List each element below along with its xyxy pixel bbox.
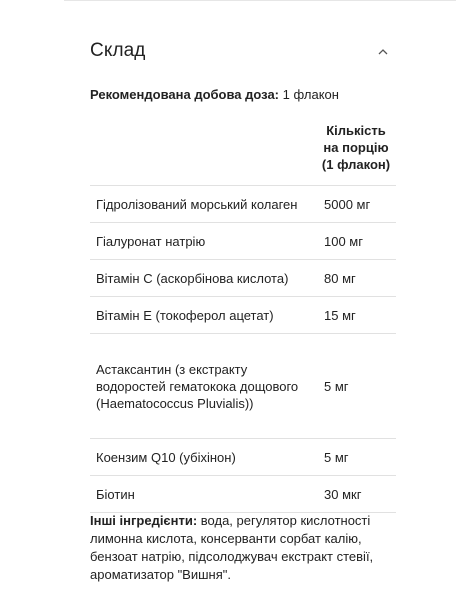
ingredient-name: Гідролізований морський колаген [90, 186, 316, 223]
ingredient-name: Вітамін E (токоферол ацетат) [90, 297, 316, 334]
ingredient-name: Астаксантин (з екстракту водоростей гематокока дощового (Haematococcus Pluvialis)) [90, 334, 316, 439]
table-row [90, 297, 396, 334]
recommended-dose [90, 86, 339, 104]
table-header-quantity [316, 116, 396, 186]
ingredient-name: Біотин [90, 476, 316, 513]
dose-label: Рекомендована добова доза: [90, 87, 280, 102]
table-row [90, 260, 396, 297]
section-header[interactable] [90, 34, 390, 68]
table-row [90, 334, 396, 439]
ingredient-quantity: 80 мг [316, 260, 396, 297]
ingredient-quantity: 100 мг [316, 223, 396, 260]
ingredient-name: Вітамін C (аскорбінова кислота) [90, 260, 316, 297]
ingredient-quantity: 5000 мг [316, 186, 396, 223]
ingredients-table [90, 116, 396, 513]
table-row [90, 223, 396, 260]
table-row [90, 439, 396, 476]
ingredient-quantity: 5 мг [316, 334, 396, 439]
table-row [90, 186, 396, 223]
quantity-header-line: Кількість [326, 123, 386, 138]
table-header-name [90, 116, 316, 186]
table-header-row [90, 116, 396, 186]
ingredient-name: Коензим Q10 (убіхінон) [90, 439, 316, 476]
dose-value: 1 флакон [282, 87, 339, 102]
ingredient-quantity: 30 мкг [316, 476, 396, 513]
section-title: Склад [90, 40, 146, 61]
chevron-up-icon[interactable] [376, 44, 390, 58]
other-ingredients-text: вода, регулятор кислотності лимонна кислота, консерванти сорбат калію, бензоат натрію, підсолоджувач екстракт стевії, ароматизатор "Вишня". [90, 513, 374, 582]
other-ingredients [90, 512, 382, 584]
table-row [90, 476, 396, 513]
other-ingredients-label: Інші інгредієнти: [90, 513, 198, 528]
ingredient-name: Гіалуронат натрію [90, 223, 316, 260]
quantity-header-line: (1 флакон) [321, 157, 391, 172]
ingredient-quantity: 15 мг [316, 297, 396, 334]
top-divider [64, 0, 456, 1]
quantity-header-line: на порцію [323, 140, 389, 155]
ingredient-quantity: 5 мг [316, 439, 396, 476]
